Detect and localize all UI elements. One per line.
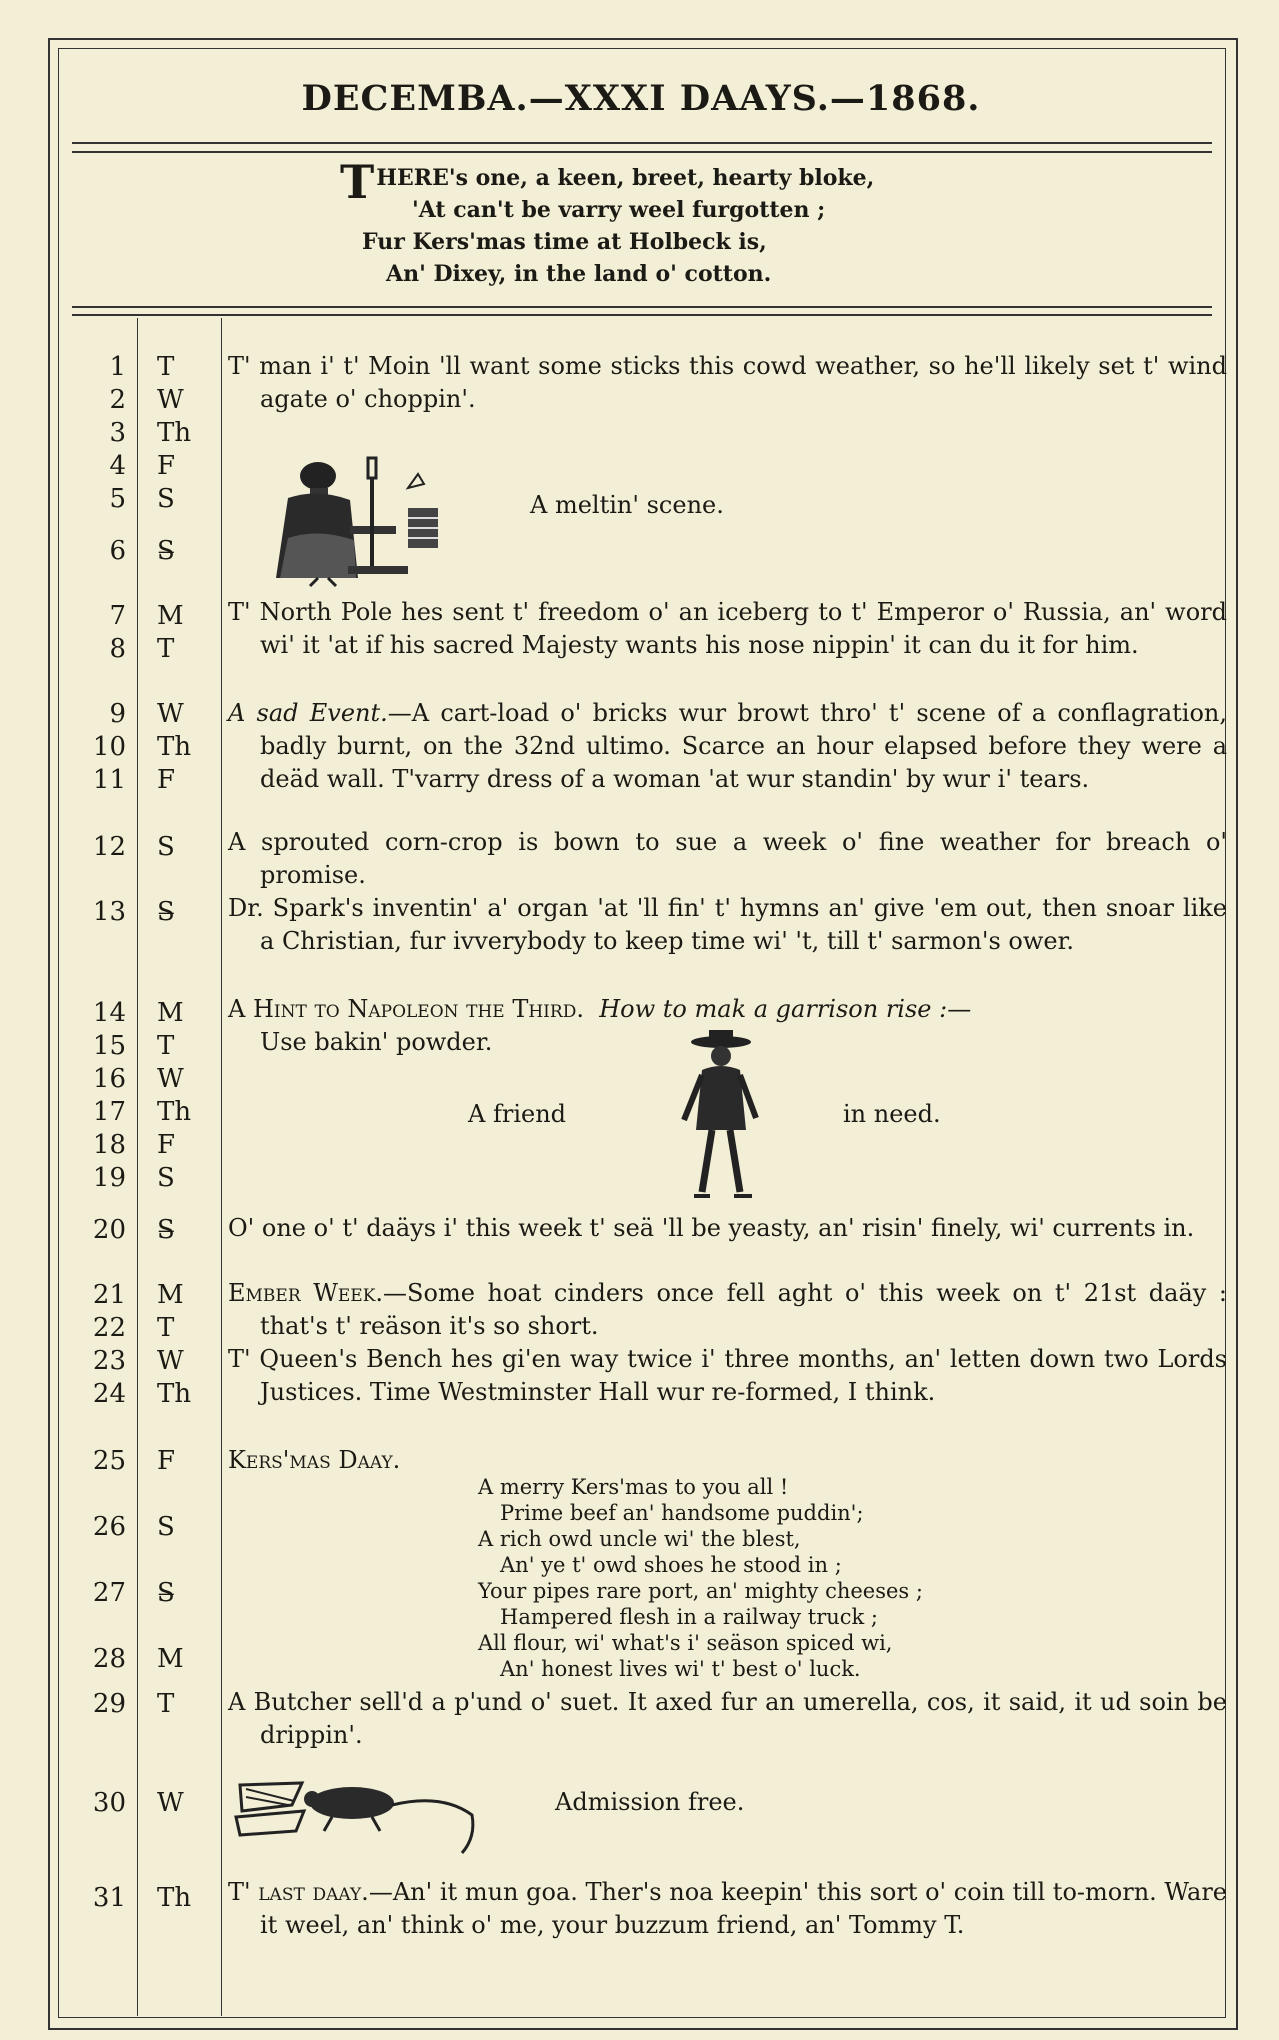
day-number: 12 xyxy=(92,832,126,862)
day-number: 17 xyxy=(92,1097,126,1127)
entry-dec-20: O' one o' t' daäys i' this week t' seä 'll be yeasty, an' risin' finely, wi' currents in. xyxy=(228,1214,1195,1242)
entry-dec-29: A Butcher sell'd a p'und o' suet. It axed fur an umerella, cos, it said, it ud soin be drippin'. xyxy=(228,1688,1227,1749)
weekday-letter: M xyxy=(157,1280,184,1310)
verse-line: 'At can't be varry weel furgotten ; xyxy=(412,197,826,223)
day-number: 14 xyxy=(92,998,126,1028)
weekday-letter: S̶ xyxy=(157,1215,175,1245)
day-number: 28 xyxy=(92,1644,126,1674)
weekday-letter: Th xyxy=(157,732,192,762)
poem-line: Hampered flesh in a railway truck ; xyxy=(500,1605,878,1629)
day-number: 7 xyxy=(109,601,126,631)
caption-friend-right: in need. xyxy=(843,1100,941,1128)
entry-dec-7: T' North Pole hes sent t' freedom o' an iceberg to t' Emperor o' Russia, an' word wi' it 'at if his sacred Majesty wants his nose nippin' it can du it for him. xyxy=(228,598,1227,659)
day-number: 6 xyxy=(109,536,126,566)
day-number: 24 xyxy=(92,1379,126,1409)
day-number: 15 xyxy=(92,1031,126,1061)
verse-line: Fur Kers'mas time at Holbeck is, xyxy=(362,229,767,255)
caption-melting-scene: A meltin' scene. xyxy=(530,491,724,519)
day-number: 23 xyxy=(92,1346,126,1376)
caption-admission-free: Admission free. xyxy=(555,1788,745,1816)
entry-dec-9: A sad Event.—A cart-load o' bricks wur browt thro' t' scene of a conflagration, badly burnt, on the 32nd ultimo. Scarce an hour elapsed before they were a deäd wall. T'varry dress of a woman 'at wur standin' by wur i' tears. xyxy=(228,699,1227,793)
poem-line: A rich owd uncle wi' the blest, xyxy=(478,1527,801,1551)
day-number: 9 xyxy=(109,699,126,729)
drop-cap: T xyxy=(340,155,375,209)
entry-heading: Kers'mas Daay. xyxy=(228,1446,401,1474)
day-number: 20 xyxy=(92,1215,126,1245)
weekday-letter: Th xyxy=(157,1097,192,1127)
weekday-letter: Th xyxy=(157,418,192,448)
day-number: 8 xyxy=(109,634,126,664)
weekday-letter: F xyxy=(157,1446,176,1476)
weekday-letter: S̶ xyxy=(157,1578,175,1608)
weekday-letter: F xyxy=(157,765,176,795)
verse-line: THERE's one, a keen, breet, hearty bloke, xyxy=(340,155,875,209)
poem-line: All flour, wi' what's i' seäson spiced wi, xyxy=(478,1631,893,1655)
day-number: 1 xyxy=(109,352,126,382)
rule xyxy=(72,151,1212,153)
day-number: 13 xyxy=(92,897,126,927)
weekday-letter: F xyxy=(157,451,176,481)
day-number: 5 xyxy=(109,484,126,514)
rule xyxy=(72,314,1212,316)
weekday-letter: S xyxy=(157,832,175,862)
weekday-letter: M xyxy=(157,601,184,631)
friend-figure-illustration xyxy=(676,1030,766,1205)
entry-dec-14: A Hint to Napoleon the Third. How to mak a garrison rise :— Use bakin' powder. xyxy=(228,995,972,1056)
weekday-letter: W xyxy=(157,1788,184,1818)
weekday-letter: S̶ xyxy=(157,536,175,566)
entry-dec-12: A sprouted corn-crop is bown to sue a week o' fine weather for breach o' promise. xyxy=(228,828,1227,889)
day-number: 30 xyxy=(92,1788,126,1818)
day-number: 11 xyxy=(92,765,126,795)
verse-line: An' Dixey, in the land o' cotton. xyxy=(386,261,772,287)
weekday-letter: T xyxy=(157,1313,175,1343)
weekday-letter: M xyxy=(157,1644,184,1674)
entry-heading: Ember Week. xyxy=(228,1279,384,1307)
weekday-letter: Th xyxy=(157,1883,192,1913)
weekday-letter: S̶ xyxy=(157,897,175,927)
entry-dec-1: T' man i' t' Moin 'll want some sticks this cowd weather, so he'll likely set t' wind agate o' choppin'. xyxy=(228,352,1227,413)
weekday-letter: T xyxy=(157,1031,175,1061)
day-number: 18 xyxy=(92,1130,126,1160)
weekday-letter: M xyxy=(157,998,184,1028)
melting-scene-illustration xyxy=(258,428,454,588)
entry-dec-31: T' last daay.—An' it mun goa. Ther's noa keepin' this sort o' coin till to-morn. Ware it weel, an' think o' me, your buzzum friend, an' Tommy T. xyxy=(228,1878,1227,1939)
poem-line: An' ye t' owd shoes he stood in ; xyxy=(500,1553,842,1577)
entry-dec-25 xyxy=(228,1444,1195,1477)
weekday-letter: S xyxy=(157,484,175,514)
weekday-letter: W xyxy=(157,1346,184,1376)
weekday-letter: F xyxy=(157,1130,176,1160)
entry-heading: T' last daay. xyxy=(228,1878,369,1906)
entry-heading: A sad Event. xyxy=(228,699,388,727)
page-title: DECEMBA.—XXXI DAAYS.—1868. xyxy=(301,78,981,119)
poem-line: An' honest lives wi' t' best o' luck. xyxy=(500,1657,861,1681)
weekday-letter: W xyxy=(157,699,184,729)
weekday-letter: S xyxy=(157,1163,175,1193)
entry-dec-13: Dr. Spark's inventin' a' organ 'at 'll fin' t' hymns an' give 'em out, then snoar like a Christian, fur ivverybody to keep time wi' 't, till t' sarmon's ower. xyxy=(228,894,1227,955)
day-number: 21 xyxy=(92,1280,126,1310)
day-number: 26 xyxy=(92,1512,126,1542)
day-number: 16 xyxy=(92,1064,126,1094)
day-number: 22 xyxy=(92,1313,126,1343)
entry-dec-23: T' Queen's Bench hes gi'en way twice i' three months, an' letten down two Lords Justices. Time Westminster Hall wur re-formed, I think. xyxy=(228,1345,1227,1406)
entry-heading: A Hint to Napoleon the Third. xyxy=(228,995,584,1023)
rule xyxy=(72,142,1212,144)
day-number: 19 xyxy=(92,1163,126,1193)
caption-friend-left: A friend xyxy=(468,1100,567,1128)
day-number: 31 xyxy=(92,1883,126,1913)
day-number: 27 xyxy=(92,1578,126,1608)
admission-illustration xyxy=(232,1775,484,1857)
poem-line: Prime beef an' handsome puddin'; xyxy=(500,1501,864,1525)
day-number: 3 xyxy=(109,418,126,448)
day-number: 25 xyxy=(92,1446,126,1476)
weekday-letter: W xyxy=(157,385,184,415)
column-divider xyxy=(221,318,222,2016)
weekday-letter: T xyxy=(157,1689,175,1719)
christmas-poem xyxy=(478,1474,923,1682)
weekday-letter: W xyxy=(157,1064,184,1094)
entry-dec-21: Ember Week.—Some hoat cinders once fell aght o' this week on t' 21st daäy : that's t' reäson it's so short. xyxy=(228,1279,1228,1340)
day-number: 29 xyxy=(92,1689,126,1719)
column-divider xyxy=(137,318,138,2016)
weekday-letter: T xyxy=(157,352,175,382)
rule xyxy=(72,306,1212,308)
weekday-letter: T xyxy=(157,634,175,664)
poem-line: A merry Kers'mas to you all ! xyxy=(478,1475,789,1499)
day-number: 10 xyxy=(92,732,126,762)
opening-verse xyxy=(340,155,875,290)
day-number: 2 xyxy=(109,385,126,415)
day-number: 4 xyxy=(109,451,126,481)
weekday-letter: S xyxy=(157,1512,175,1542)
weekday-letter: Th xyxy=(157,1379,192,1409)
poem-line: Your pipes rare port, an' mighty cheeses ; xyxy=(478,1579,923,1603)
